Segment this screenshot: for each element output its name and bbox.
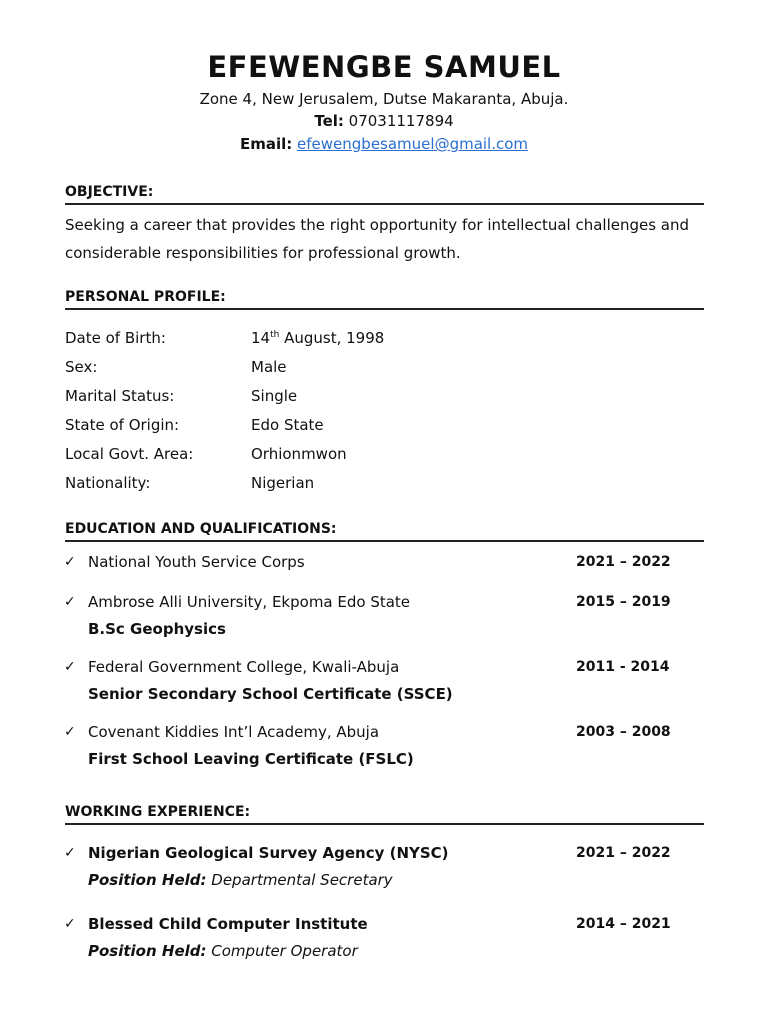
- personal-profile-heading: PERSONAL PROFILE:: [65, 289, 704, 310]
- tel-line: [0, 112, 768, 130]
- experience-organization: Blessed Child Computer Institute: [88, 915, 368, 933]
- tel-label: Tel:: [314, 112, 344, 130]
- education-institution: Federal Government College, Kwali-Abuja: [88, 658, 400, 676]
- checkmark-icon: ✓: [64, 845, 76, 861]
- education-heading: EDUCATION AND QUALIFICATIONS:: [65, 521, 704, 542]
- profile-label: Sex:: [65, 358, 98, 376]
- profile-value: Edo State: [251, 416, 324, 434]
- profile-value: Nigerian: [251, 474, 315, 492]
- email-line: [0, 135, 768, 153]
- working-experience-heading: WORKING EXPERIENCE:: [65, 804, 704, 825]
- education-qualification: Senior Secondary School Certificate (SSCE): [88, 685, 453, 703]
- profile-value: Orhionmwon: [251, 445, 347, 463]
- tel-value: 07031117894: [348, 112, 454, 130]
- profile-label: Date of Birth:: [65, 329, 166, 347]
- email-link[interactable]: efewengbesamuel@gmail.com: [297, 135, 529, 153]
- checkmark-icon: ✓: [64, 659, 76, 675]
- checkmark-icon: ✓: [64, 594, 76, 610]
- education-institution: National Youth Service Corps: [88, 553, 305, 571]
- education-years: 2003 – 2008: [576, 724, 671, 740]
- experience-years: 2021 – 2022: [576, 845, 671, 861]
- address-line: Zone 4, New Jerusalem, Dutse Makaranta, Abuja.: [199, 90, 569, 108]
- education-years: 2021 – 2022: [576, 554, 671, 570]
- applicant-name: EFEWENGBE SAMUEL: [207, 50, 561, 84]
- profile-label: Nationality:: [65, 474, 151, 492]
- position-held: Position Held: Computer Operator: [88, 942, 358, 960]
- education-qualification: First School Leaving Certificate (FSLC): [88, 750, 414, 768]
- education-years: 2011 - 2014: [576, 659, 670, 675]
- email-label: Email:: [239, 135, 293, 153]
- profile-label: Local Govt. Area:: [65, 445, 194, 463]
- education-years: 2015 – 2019: [576, 594, 671, 610]
- objective-heading: OBJECTIVE:: [65, 184, 704, 205]
- profile-label: State of Origin:: [65, 416, 180, 434]
- education-institution: Covenant Kiddies Int’l Academy, Abuja: [88, 723, 380, 741]
- checkmark-icon: ✓: [64, 554, 76, 570]
- profile-value: Male: [251, 358, 287, 376]
- position-held: Position Held: Departmental Secretary: [88, 871, 393, 889]
- objective-text: Seeking a career that provides the right opportunity for intellectual challenges and considerable responsibilities for professional growth.: [65, 216, 690, 262]
- education-institution: Ambrose Alli University, Ekpoma Edo State: [88, 593, 411, 611]
- experience-years: 2014 – 2021: [576, 916, 671, 932]
- profile-value: 14th August, 1998: [251, 329, 385, 347]
- checkmark-icon: ✓: [64, 916, 76, 932]
- education-qualification: B.Sc Geophysics: [88, 620, 226, 638]
- profile-value: Single: [251, 387, 298, 405]
- profile-label: Marital Status:: [65, 387, 175, 405]
- checkmark-icon: ✓: [64, 724, 76, 740]
- experience-organization: Nigerian Geological Survey Agency (NYSC): [88, 844, 449, 862]
